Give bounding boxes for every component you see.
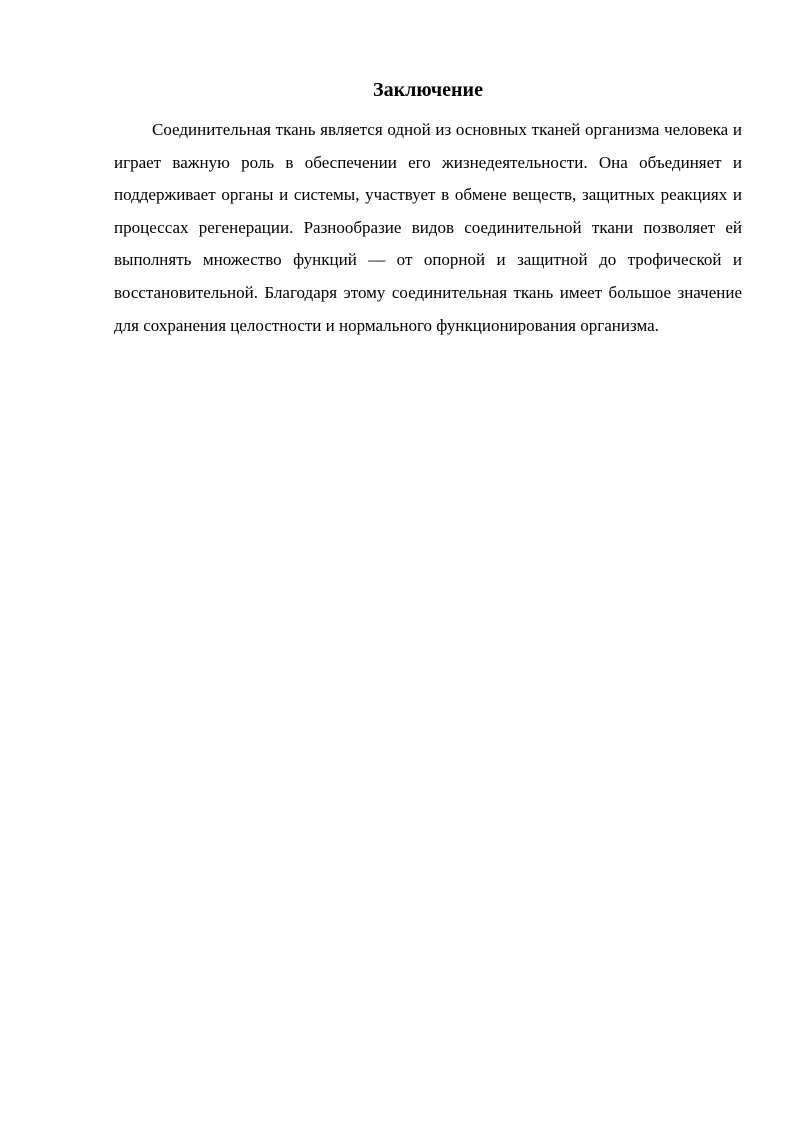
page-title: Заключение xyxy=(373,79,483,101)
body-paragraph: Соединительная ткань является одной из основных тканей организма человека и играет важную роль в обеспечении его жизнедеятельности. Она объединяет и поддерживает органы и системы, участвует в обмене веществ, защитных реакциях и процессах регенерации. Разнообразие видов соединительной ткани позволяет ей выполнять множество функций — от опорной и защитной до трофической и восстановительной. Благодаря этому соединительная ткань имеет большое значение для сохранения целостности и нормального функционирования организма. xyxy=(114,120,742,335)
document-content xyxy=(114,72,742,342)
